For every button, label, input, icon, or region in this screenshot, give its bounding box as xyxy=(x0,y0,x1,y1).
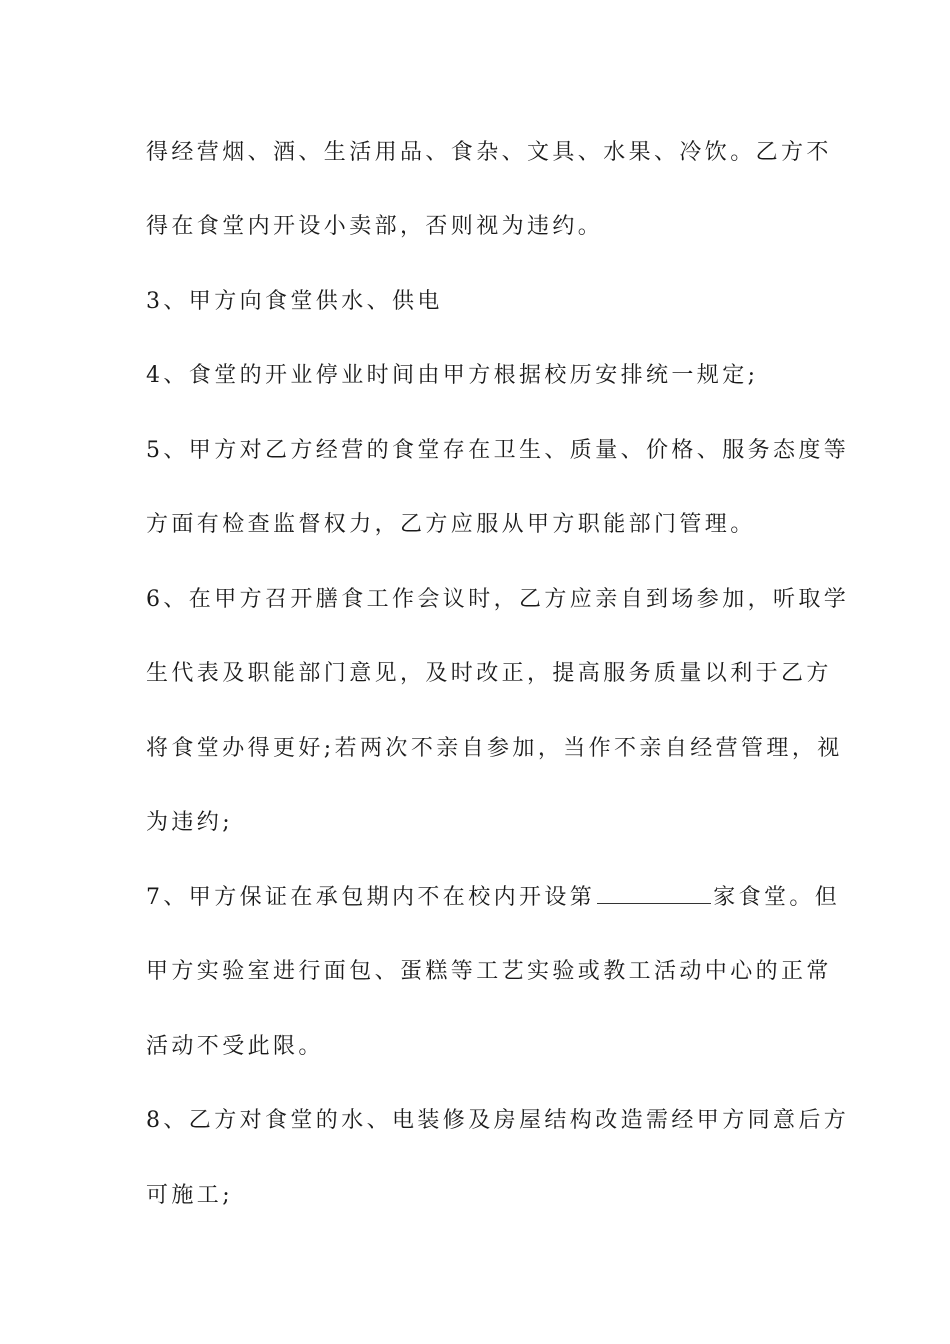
text-line: 得经营烟、酒、生活用品、食杂、文具、水果、冷饮。乙方不 xyxy=(146,140,832,165)
text-line: 5、甲方对乙方经营的食堂存在卫生、质量、价格、服务态度等 xyxy=(146,438,850,463)
text-line: 将食堂办得更好;若两次不亲自参加，当作不亲自经营管理，视 xyxy=(146,736,843,761)
text-line: 方面有检查监督权力，乙方应服从甲方职能部门管理。 xyxy=(146,512,756,537)
text-line xyxy=(146,883,840,913)
fill-in-blank[interactable] xyxy=(597,883,711,904)
text-line: 得在食堂内开设小卖部，否则视为违约。 xyxy=(146,214,604,239)
text-line: 3、甲方向食堂供水、供电 xyxy=(146,289,443,314)
text-line: 活动不受此限。 xyxy=(146,1034,324,1059)
text-line: 生代表及职能部门意见，及时改正，提高服务质量以利于乙方 xyxy=(146,661,832,686)
text-line: 6、在甲方召开膳食工作会议时，乙方应亲自到场参加，听取学 xyxy=(146,587,850,612)
text-line: 为违约; xyxy=(146,810,234,835)
text-line: 4、食堂的开业停业时间由甲方根据校历安排统一规定; xyxy=(146,363,759,388)
text-line: 可施工; xyxy=(146,1183,234,1208)
clause-7-text-start: 7、甲方保证在承包期内不在校内开设第 xyxy=(146,885,596,910)
text-line: 甲方实验室进行面包、蛋糕等工艺实验或教工活动中心的正常 xyxy=(146,959,832,984)
text-line: 8、乙方对食堂的水、电装修及房屋结构改造需经甲方同意后方 xyxy=(146,1108,850,1133)
clause-7-text-end: 家食堂。但 xyxy=(713,885,841,910)
